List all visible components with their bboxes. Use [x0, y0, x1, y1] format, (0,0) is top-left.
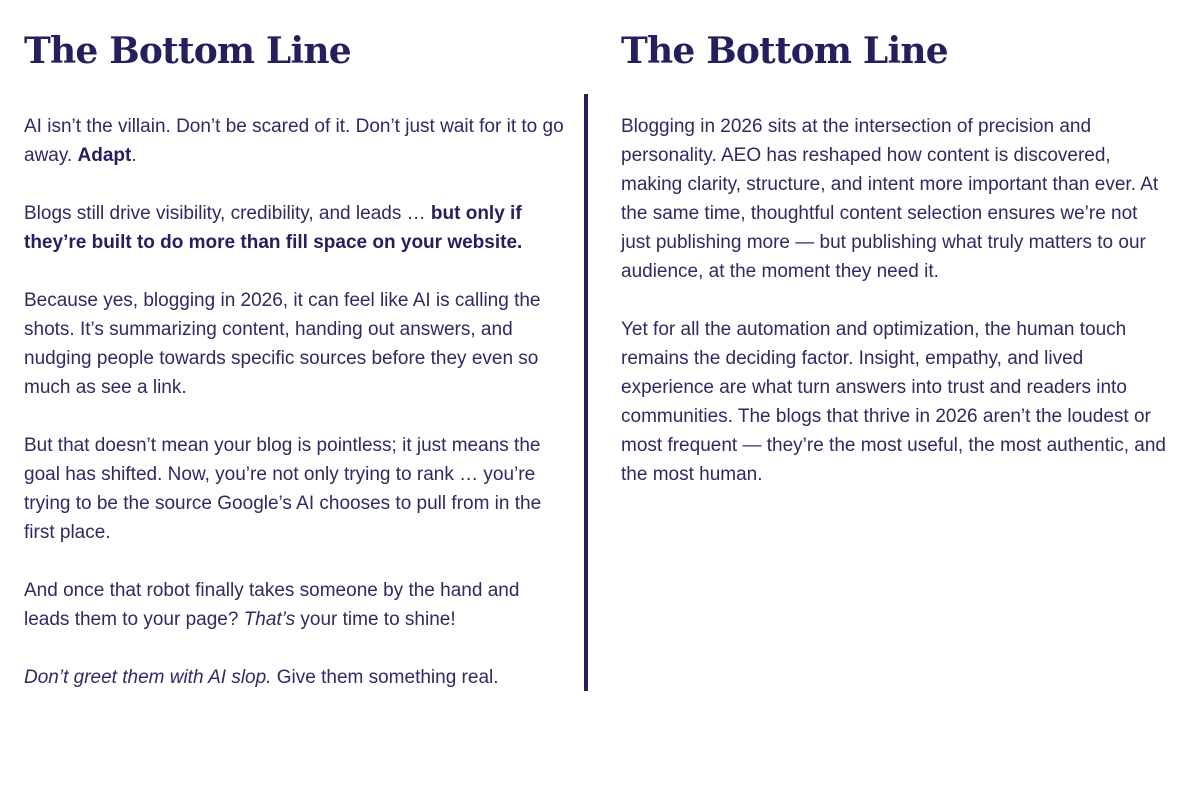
left-p6-end: Give them something real.: [271, 667, 499, 688]
left-paragraph-1: [24, 112, 569, 170]
right-paragraph-1: Blogging in 2026 sits at the intersection of precision and personality. AEO has reshaped how content is discovered, making clarity, structure, and intent more important than ever. At the same time, thoughtful content selection ensures we’re not just publishing more — but publishing what truly matters to our audience, at the moment they need it.: [621, 116, 1159, 282]
left-p1-text: AI isn’t the villain. Don’t be scared of it. Don’t just wait for it to go away.: [24, 116, 564, 166]
left-paragraph-2: [24, 199, 569, 257]
left-paragraph-5: [24, 576, 569, 634]
left-p2-text: Blogs still drive visibility, credibility, and leads …: [24, 203, 431, 224]
left-p5-end: your time to shine!: [295, 609, 456, 630]
column-divider: [584, 94, 588, 691]
right-body: [621, 112, 1166, 489]
left-p1-bold: Adapt: [77, 145, 132, 166]
left-body: [24, 112, 569, 692]
left-p5-italic: That’s: [243, 609, 296, 630]
left-paragraph-6: [24, 663, 569, 692]
left-p6-italic: Don’t greet them with AI slop.: [24, 667, 272, 688]
left-p5-text: And once that robot finally takes someone by the hand and leads them to your page?: [24, 580, 520, 630]
left-paragraph-3: Because yes, blogging in 2026, it can feel like AI is calling the shots. It’s summarizing content, handing out answers, and nudging people towards specific sources before they even so much as see a link.: [24, 290, 541, 398]
left-p2-bold: but only if they’re built to do more than fill space on your website.: [24, 203, 523, 253]
right-heading: The Bottom Line: [621, 30, 948, 72]
right-paragraph-2: Yet for all the automation and optimization, the human touch remains the deciding factor. Insight, empathy, and lived experience are what turn answers into trust and readers into communities. The blogs that thrive in 2026 aren’t the loudest or most frequent — they’re the most useful, the most authentic, and the most human.: [621, 319, 1166, 485]
left-paragraph-4: But that doesn’t mean your blog is pointless; it just means the goal has shifted. Now, you’re not only trying to rank … you’re trying to be the source Google’s AI chooses to pull from in the first place.: [24, 435, 542, 543]
left-heading: The Bottom Line: [24, 30, 351, 72]
left-p1-end: .: [131, 145, 137, 166]
